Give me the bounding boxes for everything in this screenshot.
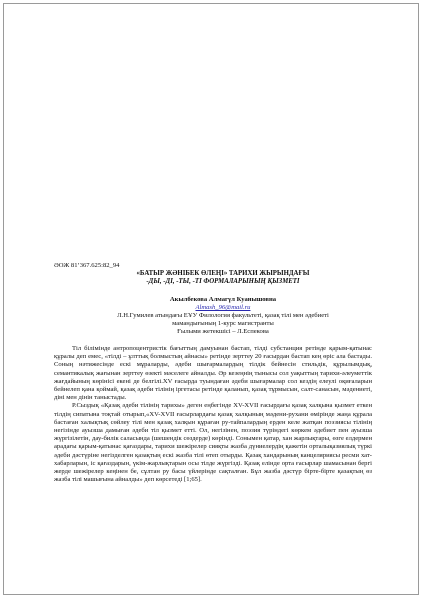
body-paragraph-1: Тіл білімінде антропоцентристік бағыттың дамуынан бастап, тілді субстанция ретінде қарым-қатынас құралы деп емес, «тілді – ұлттық болмыстың айнасы» ретінде зерттеу 20 ғасырдан бастап кең өріс ала бастады. Соның нәтижесінде ескі мұраларды, әдеби шығармалардың тілдік бейнесін стильдік, құрылымдық, семантикалық жағынан зерттеу өзекті мәселеге айналды. Әр кезеңнің тынысы сол уақыттың тарихи-әлеуметтік жағдайының көрінісі екені де белгілі.XV ғасырда туындаған әдеби шығармалар сол кездің елеулі оқиғаларын бейнелеп қана қоймай, қазақ әдеби тілінің іргетасы ретінде қаланып, қазақ тұрмысын, салт-санасын, мәдениеті, діні мен дінін таныстады. (54, 345, 372, 402)
body-paragraph-2: Р.Сыздық «Қазақ әдеби тілінің тарихы» деген еңбегінде XV-XVII ғасырдағы қазақ халқына қызмет еткен тілдің сипатына тоқтай отырып,«XV-XVII ғасырлардағы қазақ халқының мәдени-рухани өмірінде жаңа құрала бастаған халықтық сөйлеу тілі мен қазақ халқын құраған ру-тайпалардың ерден келе жатқан поэзиясы тілінің негізінде ауызша дамыған әдеби тіл қызмет етті. Ол, негізінен, поэзия түріндегі көркем әдебиет пен ауызша жүргізілетін, дау-билік саласында (шешендік сөздерде) көрінді. Сонымен қатар, хан жарлықтары, өзге елдермен арадағы қарым-қатынас қағаздары, тарихи шежірелер сияқты жазба дүниелердің қажетін орталықазиялық түркі әдеби дәстүріне негізделген қазақтың ескі жазба тілі өтеп отырды. Қазақ хандарының канцеляриясы ресми хат-хабарларын, іс қағаздарын, үкім-жарлықтарын осы тілде жүргізді. Қазақ елінде орта ғасырлар шамасынан бергі жерде шежірелер кеңінен бе, сұлтан ру басы үйлерінде сақталған. Бұл жазба дәстүр біртe-біртe қазақтың өз жазба тілі машығына айналды» деп көрсетеді [1;65]. (54, 402, 372, 484)
spacer (54, 336, 372, 345)
affiliation-line-2: мамандығының 1-курс магистранты (172, 320, 274, 327)
article-title-line-1: «БАТЫР ЖӘНІБЕК ӨЛЕҢІ» ТАРИХИ ЖЫРЫНДАҒЫ (136, 270, 310, 277)
udc-code: ӘОЖ 81’367.625:82_94 (54, 262, 120, 269)
author-email-link[interactable]: Almash_96@mail.ru (195, 304, 251, 311)
affiliation-line-1: Л.Н.Гумилев атындағы ЕҰУ Филология факультеті, қазақ тілі мен әдебиеті (117, 312, 329, 319)
article-title-line-2: -ДЫ, -ДІ, -ТЫ, -ТІ ФОРМАЛАРЫНЫҢ ҚЫЗМЕТІ (146, 278, 300, 285)
supervisor-line: Ғылыми жетекшісі – Л.Еспекова (177, 328, 269, 335)
author-name: Акылбекова Алмагүл Куанышовна (169, 296, 277, 303)
document-body (54, 262, 372, 484)
